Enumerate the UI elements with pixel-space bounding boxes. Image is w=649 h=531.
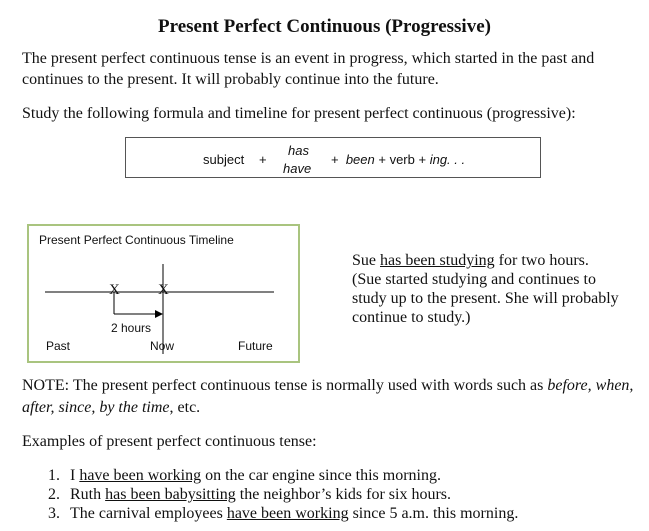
intro-paragraph: The present perfect continuous tense is an event in progress, which started in the past and continues to the present. It will probably continue into the future. — [22, 50, 595, 88]
timeline-marker-now: X — [158, 282, 169, 298]
example-post: for two hours. (Sue started studying and continues to study up to the present. She will probably continue to study.) — [352, 252, 619, 326]
examples-heading: Examples of present perfect continuous tense: — [22, 433, 317, 450]
formula-has: has — [288, 143, 309, 158]
formula-plus: + — [259, 152, 267, 167]
item-pre: I — [70, 467, 80, 484]
item-pre: Ruth — [70, 486, 106, 503]
formula-been: been — [345, 152, 375, 167]
formula-ing: ing. . . — [429, 152, 466, 167]
item-pre: The carnival employees — [70, 505, 227, 522]
example-verb: has been studying — [380, 252, 495, 269]
past-label: Past — [46, 339, 71, 353]
note-tail: , etc. — [169, 399, 201, 416]
formula-rest — [331, 152, 465, 167]
item-post: the neighbor’s kids for six hours. — [235, 486, 452, 503]
timeline-example-text — [352, 251, 622, 327]
item-number: 2. — [48, 486, 60, 503]
formula-have: have — [283, 161, 312, 176]
duration-label: 2 hours — [111, 321, 152, 335]
note-text: NOTE: The present perfect continuous tense is normally used with words such as — [22, 377, 548, 394]
page-title: Present Perfect Continuous (Progressive) — [158, 16, 491, 37]
item-post: on the car engine since this morning. — [201, 467, 441, 484]
item-verb: have been working — [226, 505, 349, 522]
formula-subject: subject — [203, 152, 245, 167]
timeline-title: Present Perfect Continuous Timeline — [39, 233, 234, 247]
study-instruction: Study the following formula and timeline for present perfect continuous (progressive): — [22, 105, 576, 122]
note-words: before, when, after, since, by the time — [22, 377, 634, 416]
timeline-marker-start: X — [109, 282, 120, 298]
formula-plus-2: + — [331, 152, 339, 167]
formula-box — [125, 137, 541, 178]
item-number: 3. — [48, 505, 60, 522]
item-verb: have been working — [79, 467, 202, 484]
item-post: since 5 a.m. this morning. — [348, 505, 519, 522]
list-item — [48, 466, 518, 485]
duration-arrowhead — [155, 310, 163, 318]
item-number: 1. — [48, 467, 60, 484]
note-paragraph — [22, 375, 634, 419]
item-verb: has been babysitting — [105, 486, 236, 503]
now-label: Now — [150, 339, 175, 353]
list-item — [48, 504, 518, 523]
formula-verb: + verb + — [378, 152, 427, 167]
list-item — [48, 485, 518, 504]
example-pre: Sue — [352, 252, 380, 269]
future-label: Future — [238, 339, 273, 353]
timeline-diagram — [27, 224, 300, 363]
examples-list — [48, 466, 518, 523]
